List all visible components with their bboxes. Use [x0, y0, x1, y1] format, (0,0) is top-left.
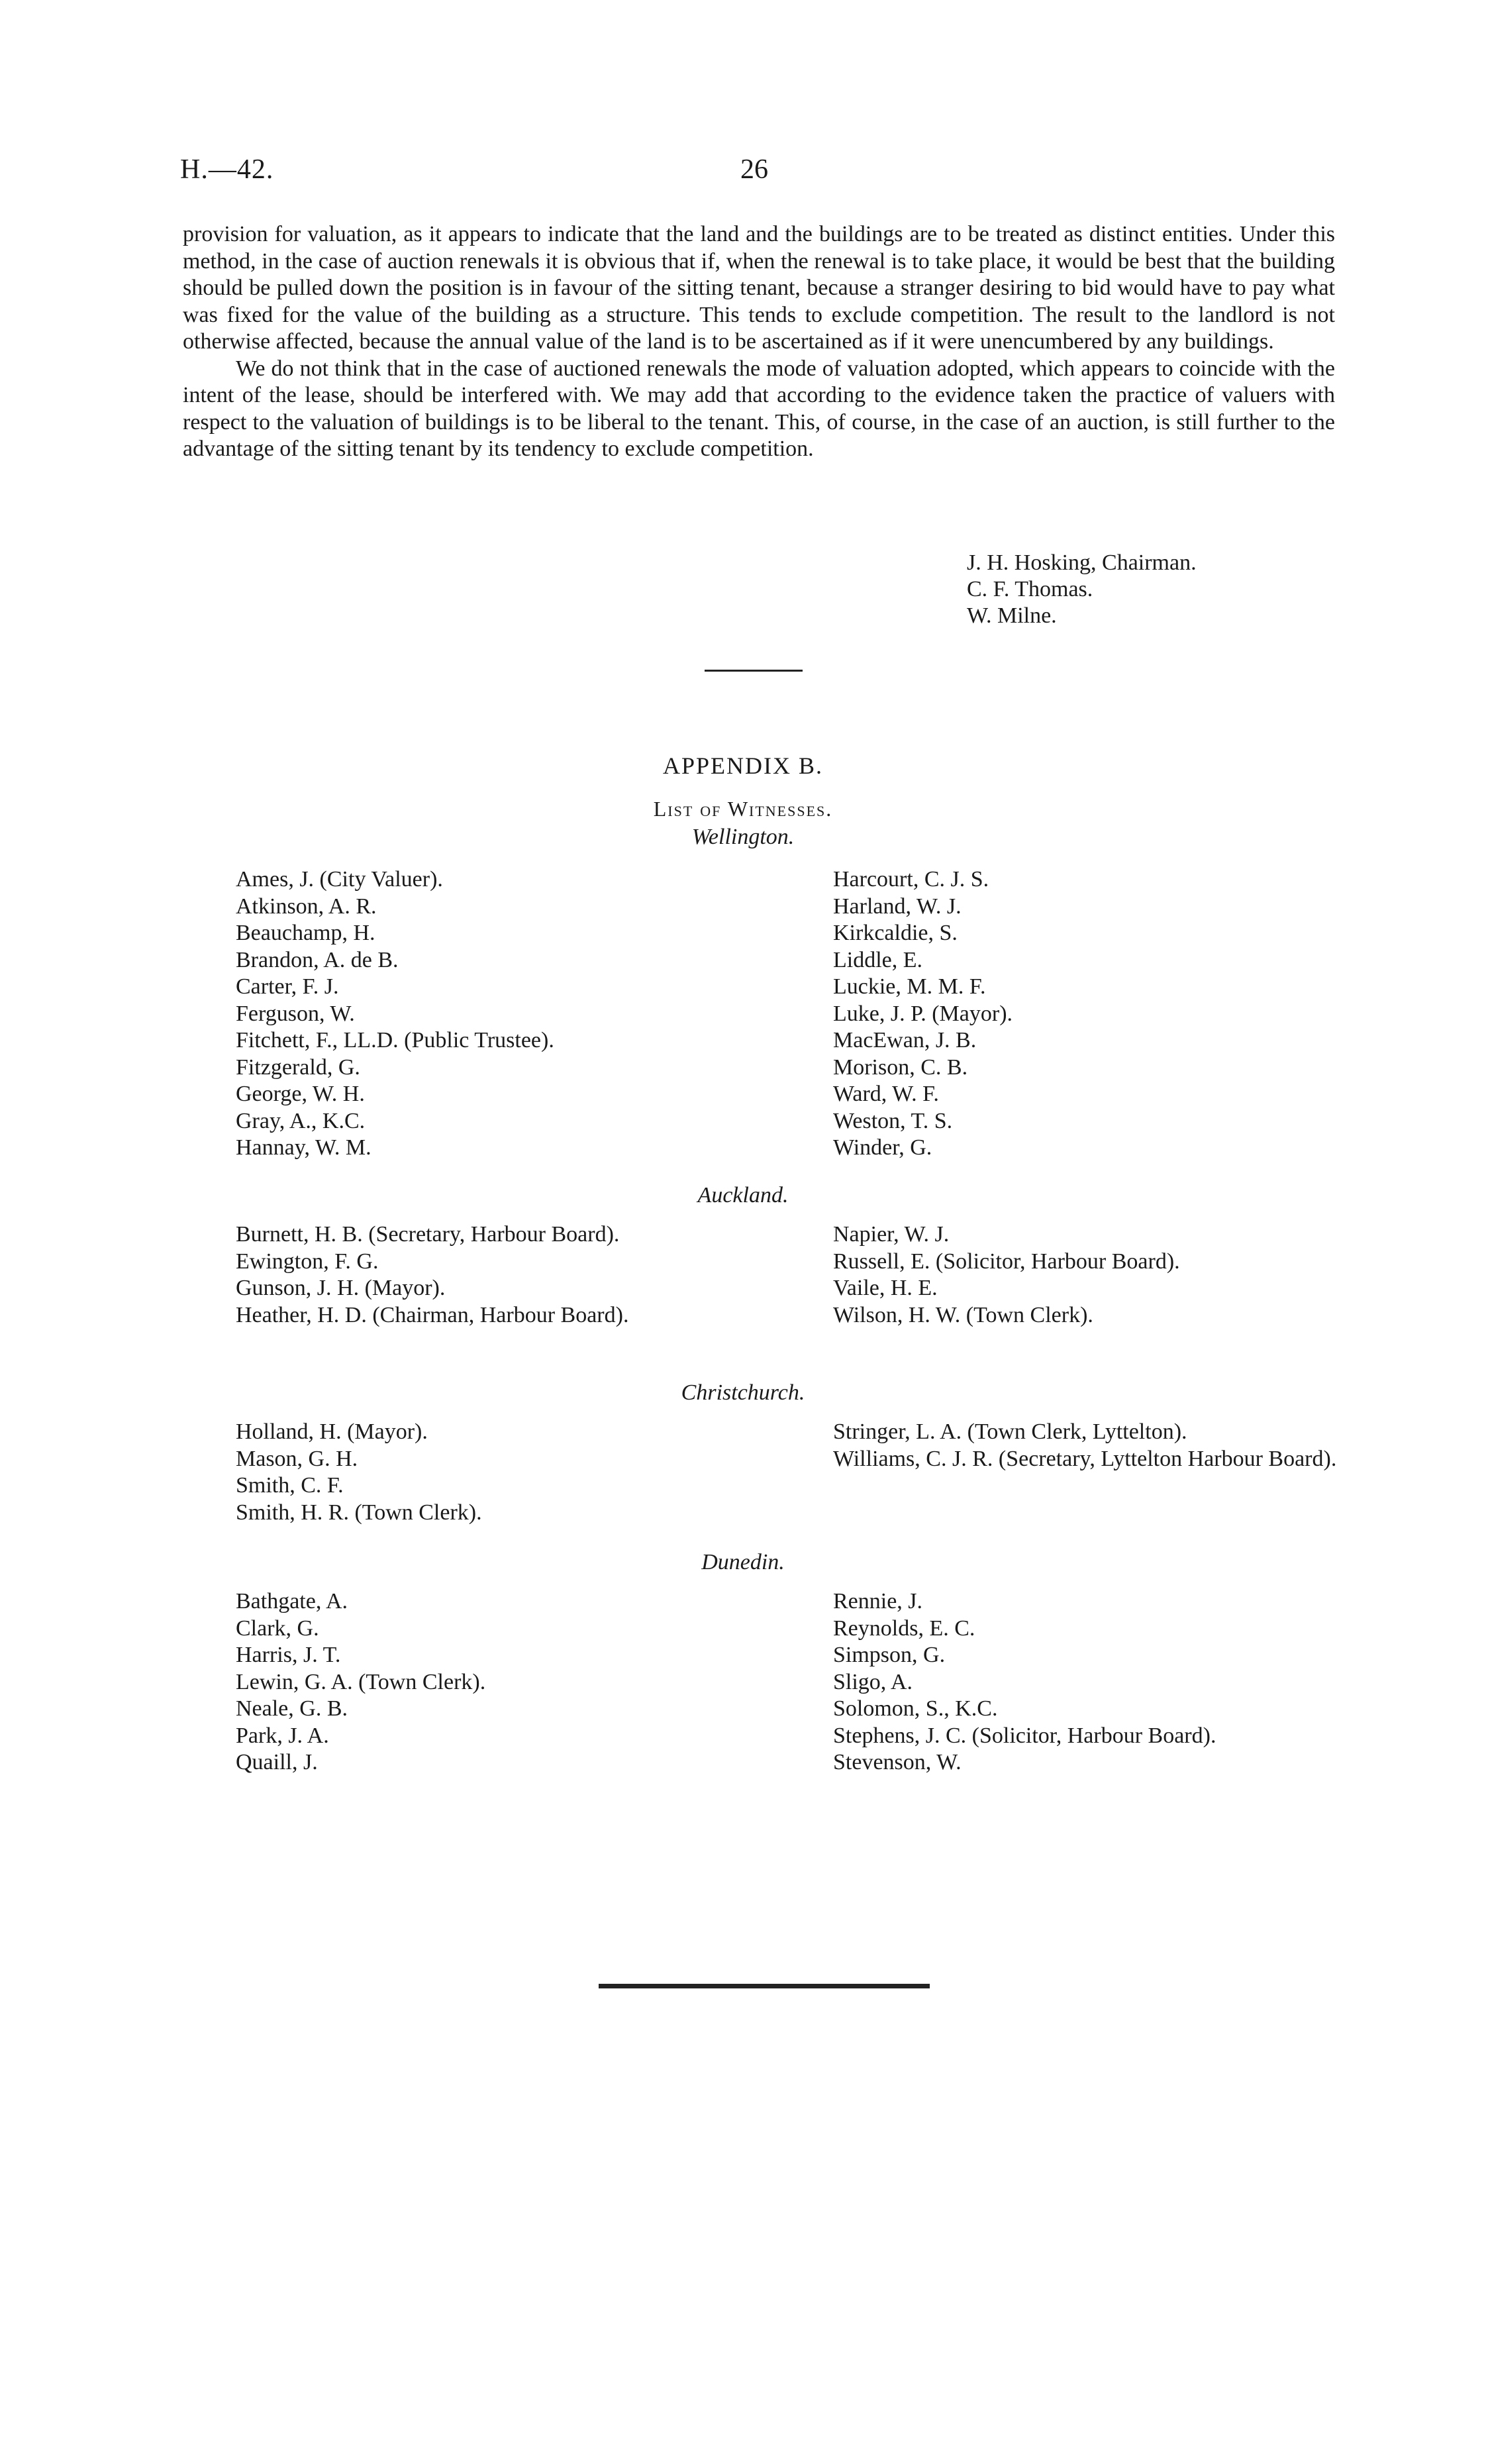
- witness-entry: Ames, J. (City Valuer).: [236, 867, 443, 892]
- witness-entry: Neale, G. B.: [236, 1696, 348, 1721]
- witness-column-left: [236, 1419, 746, 1526]
- section-heading-christchurch: Christchurch.: [681, 1380, 805, 1405]
- witness-column-right: [833, 866, 1363, 1162]
- witness-entry: Harland, W. J.: [833, 894, 962, 919]
- witness-column-right: [833, 1419, 1363, 1472]
- witness-entry: Fitchett, F., LL.D. (Public Trustee).: [236, 1028, 554, 1052]
- signature-block: [967, 550, 1197, 629]
- witness-entry: Bathgate, A.: [236, 1589, 348, 1614]
- witness-entry: Stringer, L. A. (Town Clerk, Lyttelton).: [833, 1419, 1187, 1444]
- witness-entry: Smith, H. R. (Town Clerk).: [236, 1500, 482, 1525]
- witness-entry: Russell, E. (Solicitor, Harbour Board).: [833, 1249, 1180, 1274]
- witness-entry: Gray, A., K.C.: [236, 1108, 366, 1133]
- witness-entry: Heather, H. D. (Chairman, Harbour Board).: [236, 1302, 629, 1327]
- witness-entry: Luke, J. P. (Mayor).: [833, 1001, 1013, 1026]
- witness-entry: Smith, C. F.: [236, 1473, 344, 1498]
- witness-entry: Napier, W. J.: [833, 1222, 950, 1247]
- signature-member: W. Milne.: [967, 603, 1057, 628]
- witness-entry: Reynolds, E. C.: [833, 1616, 975, 1641]
- paragraph: provision for valuation, as it appears to indicate that the land and the buildings are to be treated as distinct entities. Under this method, in the case of auction renewals it is obvious that if, when the renewal is to take place, it would be best that the building should be pulled down the position is in favour of the sitting tenant, because a stranger desiring to bid would have to pay what was fixed for the value of the building as a structure. This tends to exclude competition. The result to the landlord is not otherwise affected, because the annual value of the land is to be ascertained as if it were unencumbered by any buildings.: [183, 222, 1335, 354]
- witness-entry: Kirkcaldie, S.: [833, 921, 958, 945]
- document-reference: H.—42.: [180, 154, 274, 185]
- report-body: [183, 221, 1335, 463]
- witness-entry: Fitzgerald, G.: [236, 1054, 360, 1080]
- witness-entry: Rennie, J.: [833, 1589, 923, 1614]
- witness-entry: Williams, C. J. R. (Secretary, Lyttelton Harbour Board).: [833, 1446, 1337, 1471]
- signature-member: C. F. Thomas.: [967, 577, 1093, 601]
- witness-entry: Simpson, G.: [833, 1643, 946, 1667]
- witness-column-right: [833, 1588, 1363, 1776]
- witness-entry: Winder, G.: [833, 1135, 932, 1160]
- paragraph: We do not think that in the case of auctioned renewals the mode of valuation adopted, which appears to coincide with the intent of the lease, should be interfered with. We may add that according to the evidence taken the practice of valuers with respect to the valuation of buildings is to be liberal to the tenant. This, of course, in the case of an auction, is still further to the advantage of the sitting tenant by its tendency to exclude competition.: [183, 356, 1335, 461]
- witness-entry: Stephens, J. C. (Solicitor, Harbour Board).: [833, 1723, 1216, 1748]
- page-number: 26: [740, 154, 768, 185]
- end-rule: [599, 1984, 930, 1988]
- witness-column-left: [236, 1588, 746, 1776]
- witness-entry: Wilson, H. W. (Town Clerk).: [833, 1302, 1093, 1327]
- witness-entry: Morison, C. B.: [833, 1054, 968, 1080]
- witness-entry: Ewington, F. G.: [236, 1249, 379, 1274]
- witness-entry: Brandon, A. de B.: [236, 947, 399, 972]
- witness-entry: Solomon, S., K.C.: [833, 1696, 998, 1721]
- witness-entry: Harcourt, C. J. S.: [833, 867, 989, 892]
- witness-entry: Harris, J. T.: [236, 1643, 341, 1667]
- witness-entry: MacEwan, J. B.: [833, 1028, 977, 1052]
- witness-entry: Burnett, H. B. (Secretary, Harbour Board).: [236, 1222, 620, 1247]
- witness-entry: Park, J. A.: [236, 1723, 329, 1748]
- witness-entry: Carter, F. J.: [236, 974, 339, 999]
- section-heading-wellington: Wellington.: [691, 825, 795, 849]
- witness-entry: Beauchamp, H.: [236, 921, 375, 945]
- witness-entry: Vaile, H. E.: [833, 1276, 938, 1300]
- witness-entry: Lewin, G. A. (Town Clerk).: [236, 1669, 486, 1694]
- witness-entry: Stevenson, W.: [833, 1750, 962, 1774]
- witness-entry: Atkinson, A. R.: [236, 894, 377, 919]
- witness-entry: Sligo, A.: [833, 1669, 913, 1694]
- witness-entry: Quaill, J.: [236, 1750, 318, 1774]
- witness-entry: Holland, H. (Mayor).: [236, 1419, 428, 1444]
- witness-column-right: [833, 1221, 1363, 1329]
- witness-entry: Clark, G.: [236, 1616, 319, 1641]
- signature-chairman: J. H. Hosking, Chairman.: [967, 550, 1197, 575]
- appendix-title: APPENDIX B.: [662, 752, 824, 779]
- section-heading-auckland: Auckland.: [697, 1183, 789, 1207]
- list-title: List of Witnesses.: [653, 797, 833, 821]
- witness-entry: Ward, W. F.: [833, 1082, 939, 1106]
- witness-column-left: [236, 866, 746, 1162]
- witness-entry: Luckie, M. M. F.: [833, 974, 986, 999]
- witness-entry: Hannay, W. M.: [236, 1135, 372, 1160]
- witness-entry: Ferguson, W.: [236, 1001, 355, 1026]
- witness-entry: George, W. H.: [236, 1082, 365, 1106]
- section-heading-dunedin: Dunedin.: [701, 1550, 785, 1574]
- witness-entry: Liddle, E.: [833, 947, 923, 972]
- witness-column-left: [236, 1221, 746, 1329]
- witness-entry: Gunson, J. H. (Mayor).: [236, 1276, 446, 1300]
- witness-entry: Mason, G. H.: [236, 1446, 358, 1471]
- witness-entry: Weston, T. S.: [833, 1108, 953, 1133]
- section-divider: [705, 670, 803, 672]
